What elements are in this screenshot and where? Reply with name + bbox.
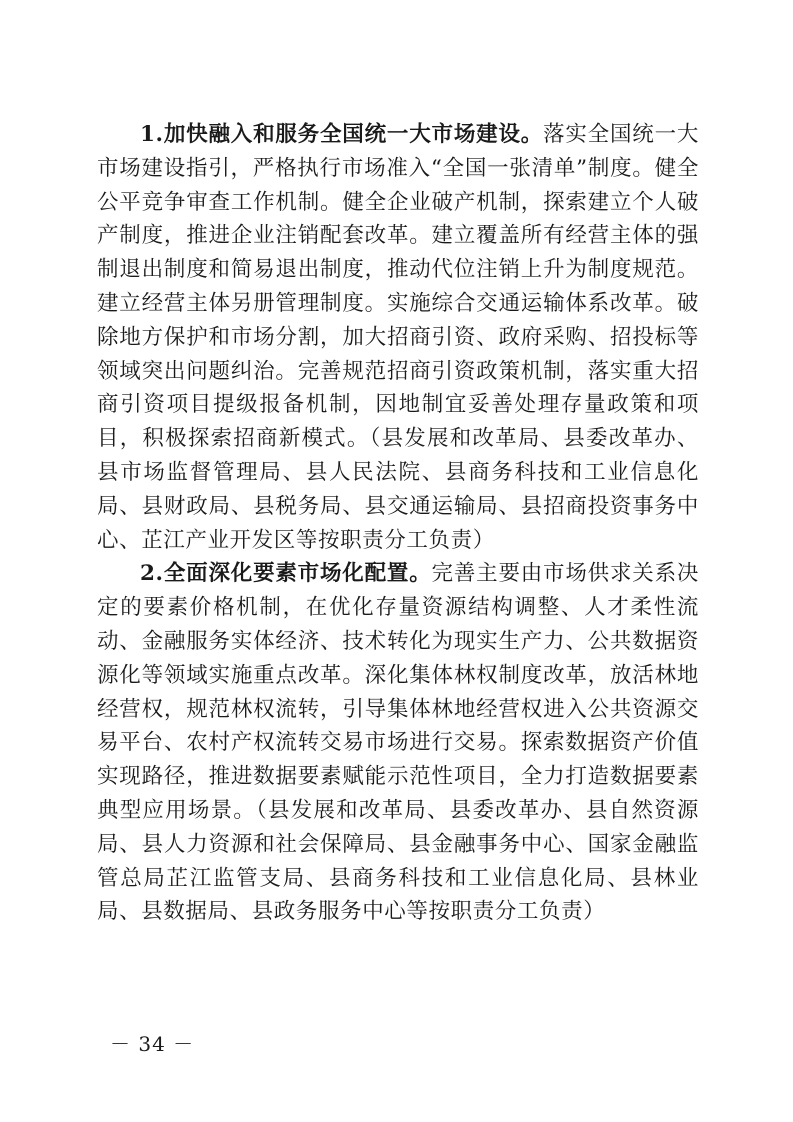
paragraph-2-text: 完善主要由市场供求关系决定的要素价格机制，在优化存量资源结构调整、人才柔性流动、金融服务实体经济、技术转化为现实生产力、公共数据资源化等领域实施重点改革。深化集体林权制度改革，放活林地经营权，规范林权流转，引导集体林地经营权进入公共资源交易平台、农村产权流转交易市场进行交易。探索数据资产价值实现路径，推进数据要素赋能示范性项目，全力打造数据要素典型应用场景。（县发展和改革局、县委改革办、县自然资源局、县人力资源和社会保障局、县金融事务中心、国家金融监管总局芷江监管支局、县商务科技和工业信息化局、县林业局、县数据局、县政务服务中心等按职责分工负责） — [97, 561, 699, 925]
paragraph-1 — [97, 118, 699, 557]
paragraph-2 — [97, 557, 699, 929]
paragraph-1-text: 落实全国统一大市场建设指引，严格执行市场准入“全国一张清单”制度。健全公平竞争审查工作机制。健全企业破产机制，探索建立个人破产制度，推进企业注销配套改革。建立覆盖所有经营主体的强制退出制度和简易退出制度，推动代位注销上升为制度规范。建立经营主体另册管理制度。实施综合交通运输体系改革。破除地方保护和市场分割，加大招商引资、政府采购、招投标等领域突出问题纠治。完善规范招商引资政策机制，落实重大招商引资项目提级报备机制，因地制宜妥善处理存量政策和项目，积极探索招商新模式。（县发展和改革局、县委改革办、县市场监督管理局、县人民法院、县商务科技和工业信息化局、县财政局、县税务局、县交通运输局、县招商投资事务中心、芷江产业开发区等按职责分工负责） — [97, 122, 699, 553]
page-number: － 34 － — [110, 1032, 195, 1056]
document-body — [97, 118, 699, 929]
paragraph-1-heading: 1.加快融入和服务全国统一大市场建设。 — [140, 122, 544, 147]
paragraph-2-heading: 2.全面深化要素市场化配置。 — [140, 561, 432, 587]
